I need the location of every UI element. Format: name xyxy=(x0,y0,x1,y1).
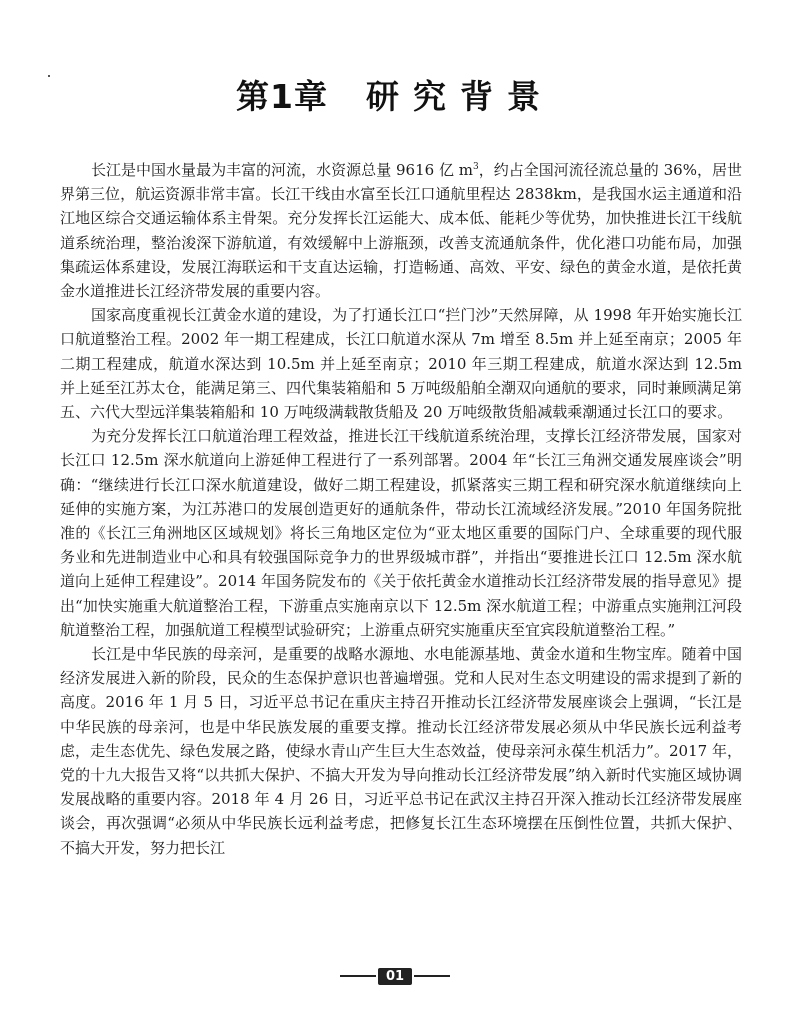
paragraph: 长江是中华民族的母亲河，是重要的战略水源地、水电能源基地、黄金水道和生物宝库。随着中国经济发展进入新的阶段，民众的生态保护意识也普遍增强。党和人民对生态文明建设的需求提到了新的高度。2016 年 1 月 5 日，习近平总书记在重庆主持召开推动长江经济带发展座谈会上强调，“长江是中华民族的母亲河，也是中华民族发展的重要支撑。推动长江经济带发展必须从中华民族长远利益考虑，走生态优先、绿色发展之路，使绿水青山产生巨大生态效益，使母亲河永葆生机活力”。2017 年，党的十九大报告又将“以共抓大保护、不搞大开发为导向推动长江经济带发展”纳入新时代实施区域协调发展战略的重要内容。2018 年 4 月 26 日，习近平总书记在武汉主持召开深入推动长江经济带发展座谈会，再次强调“必须从中华民族长远利益考虑，把修复长江生态环境摆在压倒性位置，共抓大保护、不搞大开发，努力把长江 xyxy=(60,645,742,857)
page-number-footer xyxy=(0,966,790,986)
chapter-number: 第1章 xyxy=(236,77,328,116)
superscript: 3 xyxy=(472,162,479,172)
page-number: 01 xyxy=(378,968,412,985)
footer-rule-right xyxy=(414,975,450,977)
body-text xyxy=(60,155,742,860)
paragraph-text: ，约占全国河流径流总量的 36%，居世界第三位，航运资源非常丰富。长江干线由水富至长江口通航里程达 2838km，是我国水运主通道和沿江地区综合交通运输体系主骨架。充分发挥长江运能大、成本低、能耗少等优势，加快推进长江干线航道系统治理，整治浚深下游航道，有效缓解中上游瓶颈，改善支流通航条件，优化港口功能布局，加强集疏运体系建设，发展江海联运和干支直达运输，打造畅通、高效、平安、绿色的黄金水道，是依托黄金水道推进长江经济带发展的重要内容。 xyxy=(60,161,742,301)
footer-rule-left xyxy=(340,975,376,977)
paragraph: 为充分发挥长江口航道治理工程效益，推进长江干线航道系统治理，支撑长江经济带发展，国家对长江口 12.5m 深水航道向上游延伸工程进行了一系列部署。2004 年“长江三角洲交通发展座谈会”明确：“继续进行长江口深水航道建设，做好二期工程建设，抓紧落实三期工程和研究深水航道继续向上延伸的实施方案，为江苏港口的发展创造更好的通航条件，带动长江流域经济发展。”2010 年国务院批准的《长江三角洲地区区域规划》将长三角地区定位为“亚太地区重要的国际门户、全球重要的现代服务业和先进制造业中心和具有较强国际竞争力的世界级城市群”，并指出“要推进长江口 12.5m 深水航道向上延伸工程建设”。2014 年国务院发布的《关于依托黄金水道推动长江经济带发展的指导意见》提出“加快实施重大航道整治工程，下游重点实施南京以下 12.5m 深水航道工程；中游重点实施荆江河段航道整治工程，加强航道工程模型试验研究；上游重点研究实施重庆至宜宾段航道整治工程。” xyxy=(60,427,742,639)
chapter-title xyxy=(0,72,790,122)
paragraph: 国家高度重视长江黄金水道的建设，为了打通长江口“拦门沙”天然屏障，从 1998 年开始实施长江口航道整治工程。2002 年一期工程建成，长江口航道水深从 7m 增至 8.5m 并上延至南京；2005 年二期工程建成，航道水深达到 10.5m 并上延至南京；2010 年三期工程建成，航道水深达到 12.5m 并上延至江苏太仓，能满足第三、四代集装箱船和 5 万吨级船舶全潮双向通航的要求，同时兼顾满足第五、六代大型远洋集装箱船和 10 万吨级满载散货船及 20 万吨级散货船减载乘潮通过长江口的要求。 xyxy=(60,306,742,422)
paragraph-text: 长江是中国水量最为丰富的河流，水资源总量 9616 亿 m xyxy=(91,161,473,179)
paragraph xyxy=(60,155,742,303)
chapter-name: 研究背景 xyxy=(365,77,554,116)
